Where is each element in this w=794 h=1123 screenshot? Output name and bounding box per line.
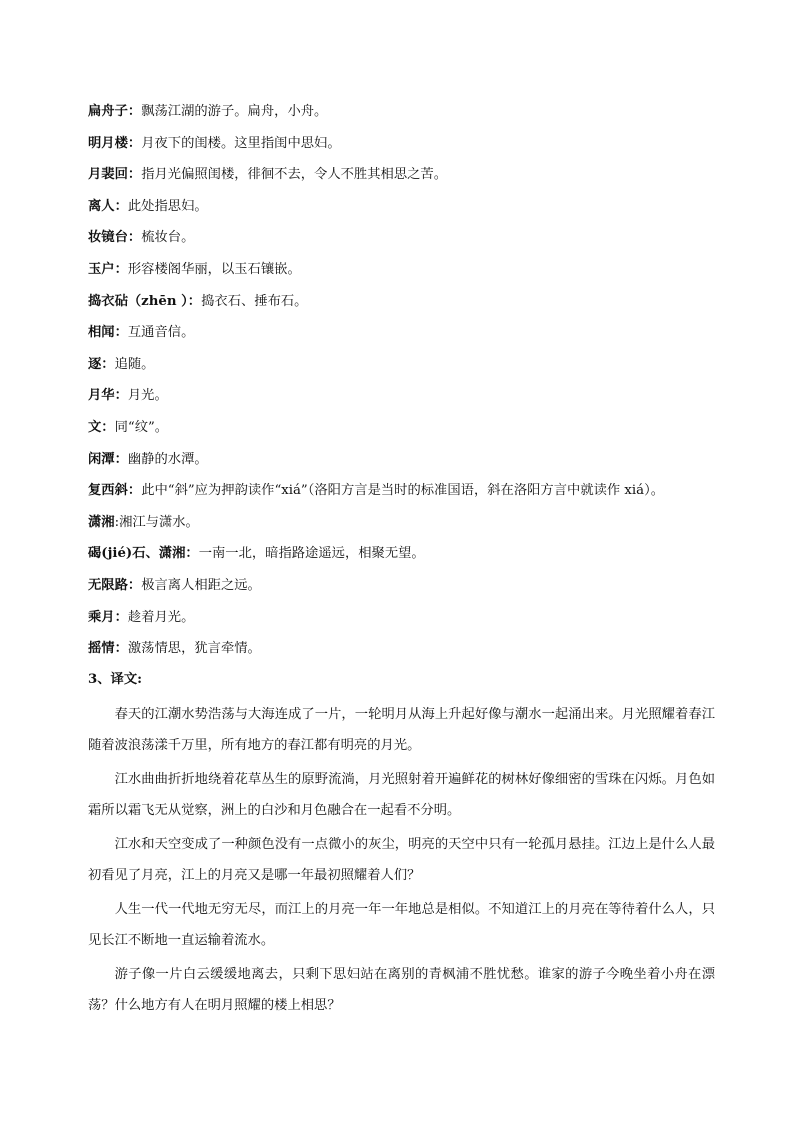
note-term: 文： — [88, 419, 115, 435]
note-term: 复西斜： — [88, 483, 142, 499]
note-term: 逐： — [88, 356, 115, 372]
note-definition: 幽静的水潭。 — [127, 451, 208, 467]
note-line — [88, 195, 728, 227]
translation-paragraph: 游子像一片白云缓缓地离去，只剩下思妇站在离别的青枫浦不胜忧愁。谁家的游子今晚坐着小舟在漂荡？什么地方有人在明月照耀的楼上相思？ — [88, 967, 715, 1013]
note-term: 玉户： — [88, 261, 128, 277]
translation-paragraph: 江水和天空变成了一种颜色没有一点微小的灰尘，明亮的天空中只有一轮孤月悬挂。江边上是什么人最初看见了月亮，江上的月亮又是哪一年最初照耀着人们？ — [88, 837, 715, 883]
vocabulary-notes — [88, 100, 728, 669]
note-term: 月裴回： — [88, 167, 142, 183]
note-definition: 形容楼阁华丽，以玉石镶嵌。 — [127, 261, 301, 277]
note-line — [88, 132, 728, 164]
note-line — [88, 163, 728, 195]
note-definition: 趁着月光。 — [127, 609, 195, 625]
note-definition: 指月光偏照闺楼，徘徊不去，令人不胜其相思之苦。 — [141, 167, 448, 183]
note-definition: 追随。 — [114, 356, 155, 372]
translation-paragraph: 春天的江潮水势浩荡与大海连成了一片，一轮明月从海上升起好像与潮水一起涌出来。月光照耀着春江随着波浪荡漾千万里，所有地方的春江都有明亮的月光。 — [88, 707, 715, 753]
note-line — [88, 637, 728, 669]
note-term: 无限路： — [88, 577, 142, 593]
note-term: 明月楼： — [88, 135, 142, 151]
note-line — [88, 384, 728, 416]
note-term: 碣(jié)石、潇湘： — [88, 546, 199, 562]
note-term: 扁舟子： — [88, 104, 142, 119]
note-definition: :湘江与潇水。 — [114, 514, 199, 530]
note-definition: 月夜下的闺楼。这里指闺中思妇。 — [141, 135, 341, 151]
note-term: 闲潭： — [88, 451, 128, 467]
translation-paragraph: 人生一代一代地无穷无尽，而江上的月亮一年一年地总是相似。不知道江上的月亮在等待着什么人，只见长江不断地一直运输着流水。 — [88, 902, 715, 948]
translation-paragraph: 江水曲曲折折地绕着花草丛生的原野流淌，月光照射着开遍鲜花的树林好像细密的雪珠在闪烁。月色如霜所以霜飞无从觉察，洲上的白沙和月色融合在一起看不分明。 — [88, 772, 715, 818]
translation-body — [88, 699, 715, 1024]
note-definition: 月光。 — [127, 388, 168, 404]
note-line — [88, 353, 728, 385]
note-line — [88, 606, 728, 638]
note-definition: 此中“斜”应为押韵读作“xiá”（洛阳方言是当时的标准国语，斜在洛阳方言中就读作 xiá）。 — [141, 483, 665, 499]
note-line — [88, 226, 728, 258]
section-heading: 3、译文: — [88, 672, 143, 687]
note-term: 摇情： — [88, 641, 128, 657]
note-term: 妆镜台： — [88, 230, 142, 246]
note-term: 乘月： — [88, 609, 128, 625]
note-term: 离人： — [88, 198, 128, 214]
note-definition: 此处指思妇。 — [127, 198, 208, 214]
note-term: 潇湘 — [88, 514, 115, 530]
note-definition: 一南一北，暗指路途遥远，相聚无望。 — [198, 546, 425, 562]
note-line — [88, 290, 728, 322]
note-definition: 极言离人相距之远。 — [141, 577, 261, 593]
note-term: 捣衣砧（zhēn ）： — [88, 293, 202, 309]
note-definition: 捣衣石、捶布石。 — [201, 293, 308, 309]
note-definition: 同“纹”。 — [114, 419, 169, 435]
note-line — [88, 258, 728, 290]
note-line — [88, 321, 728, 353]
note-definition: 飘荡江湖的游子。扁舟，小舟。 — [141, 104, 328, 119]
note-line — [88, 416, 728, 448]
note-term: 月华： — [88, 388, 128, 404]
note-term: 相闻： — [88, 325, 128, 341]
note-definition: 互通音信。 — [127, 325, 195, 341]
note-line — [88, 479, 728, 511]
note-line — [88, 542, 728, 574]
note-line — [88, 511, 728, 543]
note-definition: 激荡情思，犹言牵情。 — [127, 641, 261, 657]
note-line — [88, 448, 728, 480]
note-line — [88, 574, 728, 606]
note-line — [88, 100, 728, 132]
note-definition: 梳妆台。 — [141, 230, 195, 246]
